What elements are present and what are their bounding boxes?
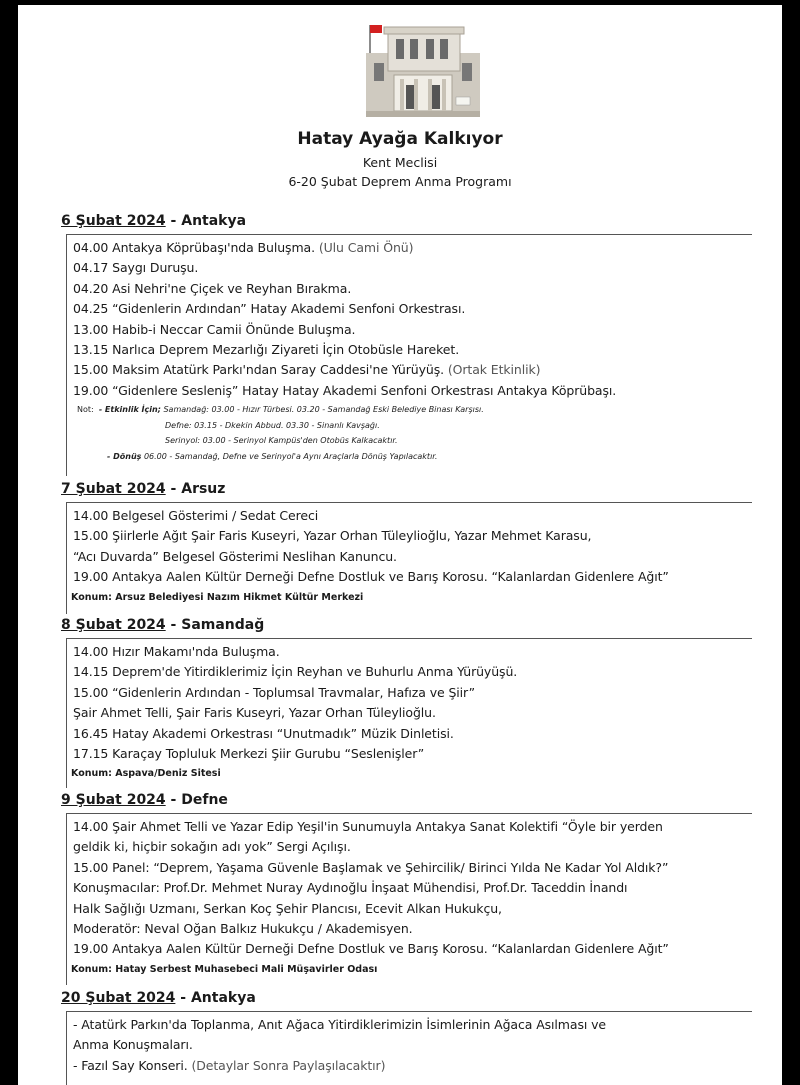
event-line: Şair Ahmet Telli, Şair Faris Kuseyri, Yazar Orhan Tüleylioğlu. — [73, 705, 436, 721]
section-title — [61, 792, 228, 808]
event-line: Konuşmacılar: Prof.Dr. Mehmet Nuray Aydınoğlu İnşaat Mühendisi, Prof.Dr. Taceddin İnandı — [73, 880, 628, 896]
section-title — [61, 990, 256, 1006]
section-place: - Antakya — [165, 213, 247, 229]
note-line: - Dönüş 06.00 - Samandağ, Defne ve Serinyol'a Aynı Araçlarla Dönüş Yapılacaktır. — [107, 451, 438, 461]
event-line: 13.15 Narlıca Deprem Mezarlığı Ziyareti İçin Otobüsle Hareket. — [73, 342, 460, 358]
venue-label: Konum: Aspava/Deniz Sitesi — [71, 768, 221, 780]
section-place: - Samandağ — [165, 617, 265, 633]
section-place: - Antakya — [175, 990, 256, 1006]
page-subtitle-program: 6-20 Şubat Deprem Anma Programı — [288, 174, 512, 189]
venue-label: Konum: Hatay Serbest Muhasebeci Mali Müşavirler Odası — [71, 963, 378, 975]
event-line: 16.45 Hatay Akademi Orkestrası “Unutmadık” Müzik Dinletisi. — [73, 725, 454, 741]
venue-label: Konum: Arsuz Belediyesi Nazım Hikmet Kültür Merkezi — [71, 591, 364, 603]
section-body — [66, 638, 752, 788]
section-title — [61, 213, 246, 229]
event-line: 15.00 “Gidenlerin Ardından - Toplumsal Travmalar, Hafıza ve Şiir” — [73, 684, 475, 700]
event-line: 04.00 Antakya Köprübaşı'nda Buluşma. (Ulu Cami Önü) — [73, 240, 414, 255]
event-line: - Atatürk Parkın'da Toplanma, Anıt Ağaca Yitirdiklerimizin İsimlerinin Ağaca Asılması ve — [73, 1017, 606, 1032]
section-date: 7 Şubat 2024 — [61, 481, 166, 497]
event-line: 04.25 “Gidenlerin Ardından” Hatay Akademi Senfoni Orkestrası. — [73, 301, 466, 317]
event-line: geldik ki, hiçbir sokağın adı yok” Sergi Açılışı. — [73, 839, 351, 855]
transport-notes — [73, 402, 752, 464]
section-date: 20 Şubat 2024 — [61, 990, 176, 1006]
event-line: 14.00 Şair Ahmet Telli ve Yazar Edip Yeşil'in Sunumuyla Antakya Sanat Kolektifi “Öyle bir yerden — [73, 819, 663, 834]
event-line: 04.20 Asi Nehri'ne Çiçek ve Reyhan Bırakma. — [73, 280, 352, 296]
section-place: - Arsuz — [165, 481, 226, 497]
note-line: Defne: 03.15 - Dkekin Abbud. 03.30 - Sinanlı Kavşağı. — [165, 420, 380, 430]
event-line: 14.00 Belgesel Gösterimi / Sedat Cereci — [73, 508, 319, 523]
event-line: 17.15 Karaçay Topluluk Merkezi Şiir Gurubu “Seslenişler” — [73, 746, 425, 762]
building-image — [348, 13, 498, 121]
event-line: Halk Sağlığı Uzmanı, Serkan Koç Şehir Plancısı, Ecevit Alkan Hukukçu, — [73, 900, 502, 916]
event-line: Anma Konuşmaları. — [73, 1037, 193, 1053]
note-line: Not: - Etkinlik İçin; Samandağ: 03.00 - Hızır Türbesi. 03.20 - Samandağ Eski Belediye Binası Karşısı. — [77, 405, 484, 415]
event-line: 14.00 Hızır Makamı'nda Buluşma. — [73, 644, 280, 659]
page-subtitle: Kent Meclisi — [362, 155, 438, 170]
section-date: 6 Şubat 2024 — [61, 213, 166, 229]
section-date: 8 Şubat 2024 — [61, 617, 166, 633]
event-line: 19.00 Antakya Aalen Kültür Derneği Defne Dostluk ve Barış Korosu. “Kalanlardan Gidenlere Ağıt” — [73, 569, 669, 585]
event-line: “Acı Duvarda” Belgesel Gösterimi Neslihan Kanuncu. — [73, 548, 397, 564]
event-line: 19.00 “Gidenlere Sesleniş” Hatay Hatay Akademi Senfoni Orkestrası Antakya Köprübaşı. — [73, 382, 617, 398]
event-line: 13.00 Habib-i Neccar Camii Önünde Buluşma. — [73, 321, 356, 337]
section-place: - Defne — [165, 792, 228, 808]
section-date: 9 Şubat 2024 — [61, 792, 166, 808]
note-line: Serinyol: 03.00 - Serinyol Kampüs'den Otobüs Kalkacaktır. — [165, 436, 398, 446]
section-title — [61, 481, 225, 497]
page-title: Hatay Ayağa Kalkıyor — [297, 129, 503, 149]
program-page — [18, 5, 782, 1085]
event-line: 19.00 Antakya Aalen Kültür Derneği Defne Dostluk ve Barış Korosu. “Kalanlardan Gidenlere Ağıt” — [73, 941, 669, 957]
event-line: 15.00 Maksim Atatürk Parkı'ndan Saray Caddesi'ne Yürüyüş. (Ortak Etkinlik) — [73, 362, 541, 378]
section-body — [66, 502, 752, 614]
event-line: 14.15 Deprem'de Yitirdiklerimiz İçin Reyhan ve Buhurlu Anma Yürüyüşü. — [73, 664, 518, 680]
section-body — [66, 1011, 752, 1085]
event-line: 15.00 Şiirlerle Ağıt Şair Faris Kuseyri, Yazar Orhan Tüleylioğlu, Yazar Mehmet Karasu, — [73, 528, 592, 544]
section-body — [66, 234, 752, 476]
event-line: 04.17 Saygı Duruşu. — [73, 260, 199, 276]
event-line: - Fazıl Say Konseri. (Detaylar Sonra Paylaşılacaktır) — [73, 1057, 386, 1073]
event-line: 15.00 Panel: “Deprem, Yaşama Güvenle Başlamak ve Şehircilik/ Birinci Yılda Ne Kadar Yol Aldık?” — [73, 859, 669, 875]
event-line: Moderatör: Neval Oğan Balkız Hukukçu / Akademisyen. — [73, 921, 413, 937]
section-body — [66, 813, 752, 985]
section-title — [61, 617, 264, 633]
